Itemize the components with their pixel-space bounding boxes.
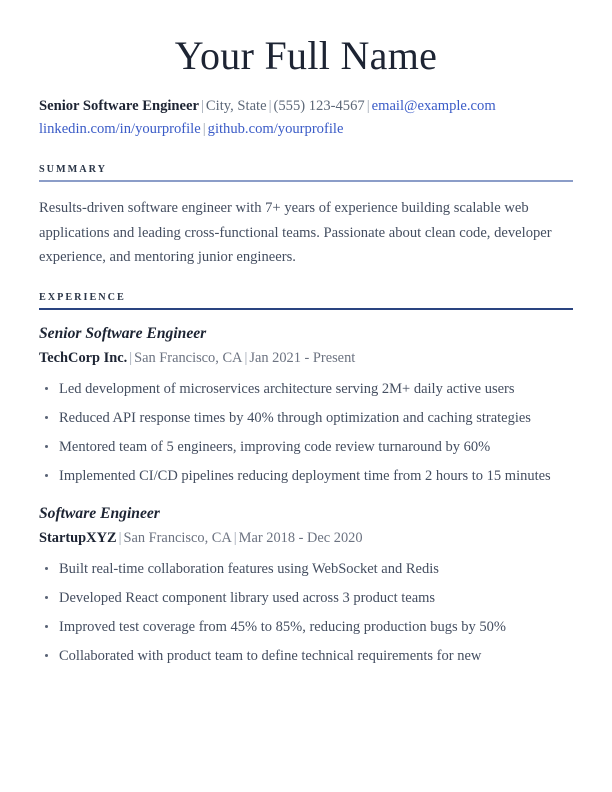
job-meta: [39, 348, 573, 370]
section-title-summary: SUMMARY: [39, 164, 107, 176]
job-title: Software Engineer: [39, 504, 160, 522]
contact-linkedin-link[interactable]: linkedin.com/in/yourprofile: [39, 121, 201, 138]
list-item: Led development of microservices architecture serving 2M+ daily active users: [39, 377, 573, 401]
contact-location: City, State: [205, 97, 267, 114]
section-divider-summary: [39, 180, 573, 182]
list-item: Mentored team of 5 engineers, improving code review turnaround by 60%: [39, 435, 573, 459]
contact-github-link[interactable]: github.com/yourprofile: [207, 121, 344, 138]
job-bullet-list: [39, 377, 573, 488]
job-dates: Jan 2021 - Present: [249, 349, 356, 366]
contact-phone: (555) 123-4567: [273, 97, 365, 114]
job-company: TechCorp Inc.: [39, 349, 128, 366]
contact-role: Senior Software Engineer: [39, 97, 199, 114]
contact-email-link[interactable]: email@example.com: [371, 97, 496, 114]
meta-separator: |: [233, 530, 237, 547]
job-title: Senior Software Engineer: [39, 324, 207, 342]
list-item: Built real-time collaboration features using WebSocket and Redis: [39, 557, 573, 581]
section-summary: [39, 164, 573, 270]
contact-separator: |: [366, 97, 370, 114]
list-item: Implemented CI/CD pipelines reducing deployment time from 2 hours to 15 minutes: [39, 464, 573, 488]
job-location: San Francisco, CA: [134, 349, 243, 366]
contact-separator: |: [268, 97, 272, 114]
job-location: San Francisco, CA: [123, 530, 232, 547]
job-dates: Mar 2018 - Dec 2020: [238, 530, 363, 547]
list-item: Reduced API response times by 40% through optimization and caching strategies: [39, 406, 573, 430]
contact-line-primary: [39, 95, 573, 119]
experience-entry: [39, 324, 573, 488]
section-divider-experience: [39, 308, 573, 310]
job-company: StartupXYZ: [39, 530, 117, 547]
job-meta: [39, 528, 573, 550]
page-title: Your Full Name: [174, 33, 438, 78]
job-bullet-list: [39, 557, 573, 668]
meta-separator: |: [244, 349, 248, 366]
list-item: Developed React component library used across 3 product teams: [39, 586, 573, 610]
summary-text: Results-driven software engineer with 7+ years of experience building scalable web applications and leading cross-functional teams. Passionate about clean code, developer experience, and mentoring junior engineers.: [39, 200, 552, 266]
meta-separator: |: [129, 349, 133, 366]
contact-separator: |: [202, 121, 206, 138]
experience-entry: [39, 504, 573, 668]
section-experience: [39, 292, 573, 668]
contact-line-secondary: [39, 118, 573, 142]
meta-separator: |: [118, 530, 122, 547]
list-item: Collaborated with product team to define technical requirements for new: [39, 644, 573, 668]
section-title-experience: EXPERIENCE: [39, 291, 126, 303]
list-item: Improved test coverage from 45% to 85%, reducing production bugs by 50%: [39, 615, 573, 639]
contact-separator: |: [200, 97, 204, 114]
